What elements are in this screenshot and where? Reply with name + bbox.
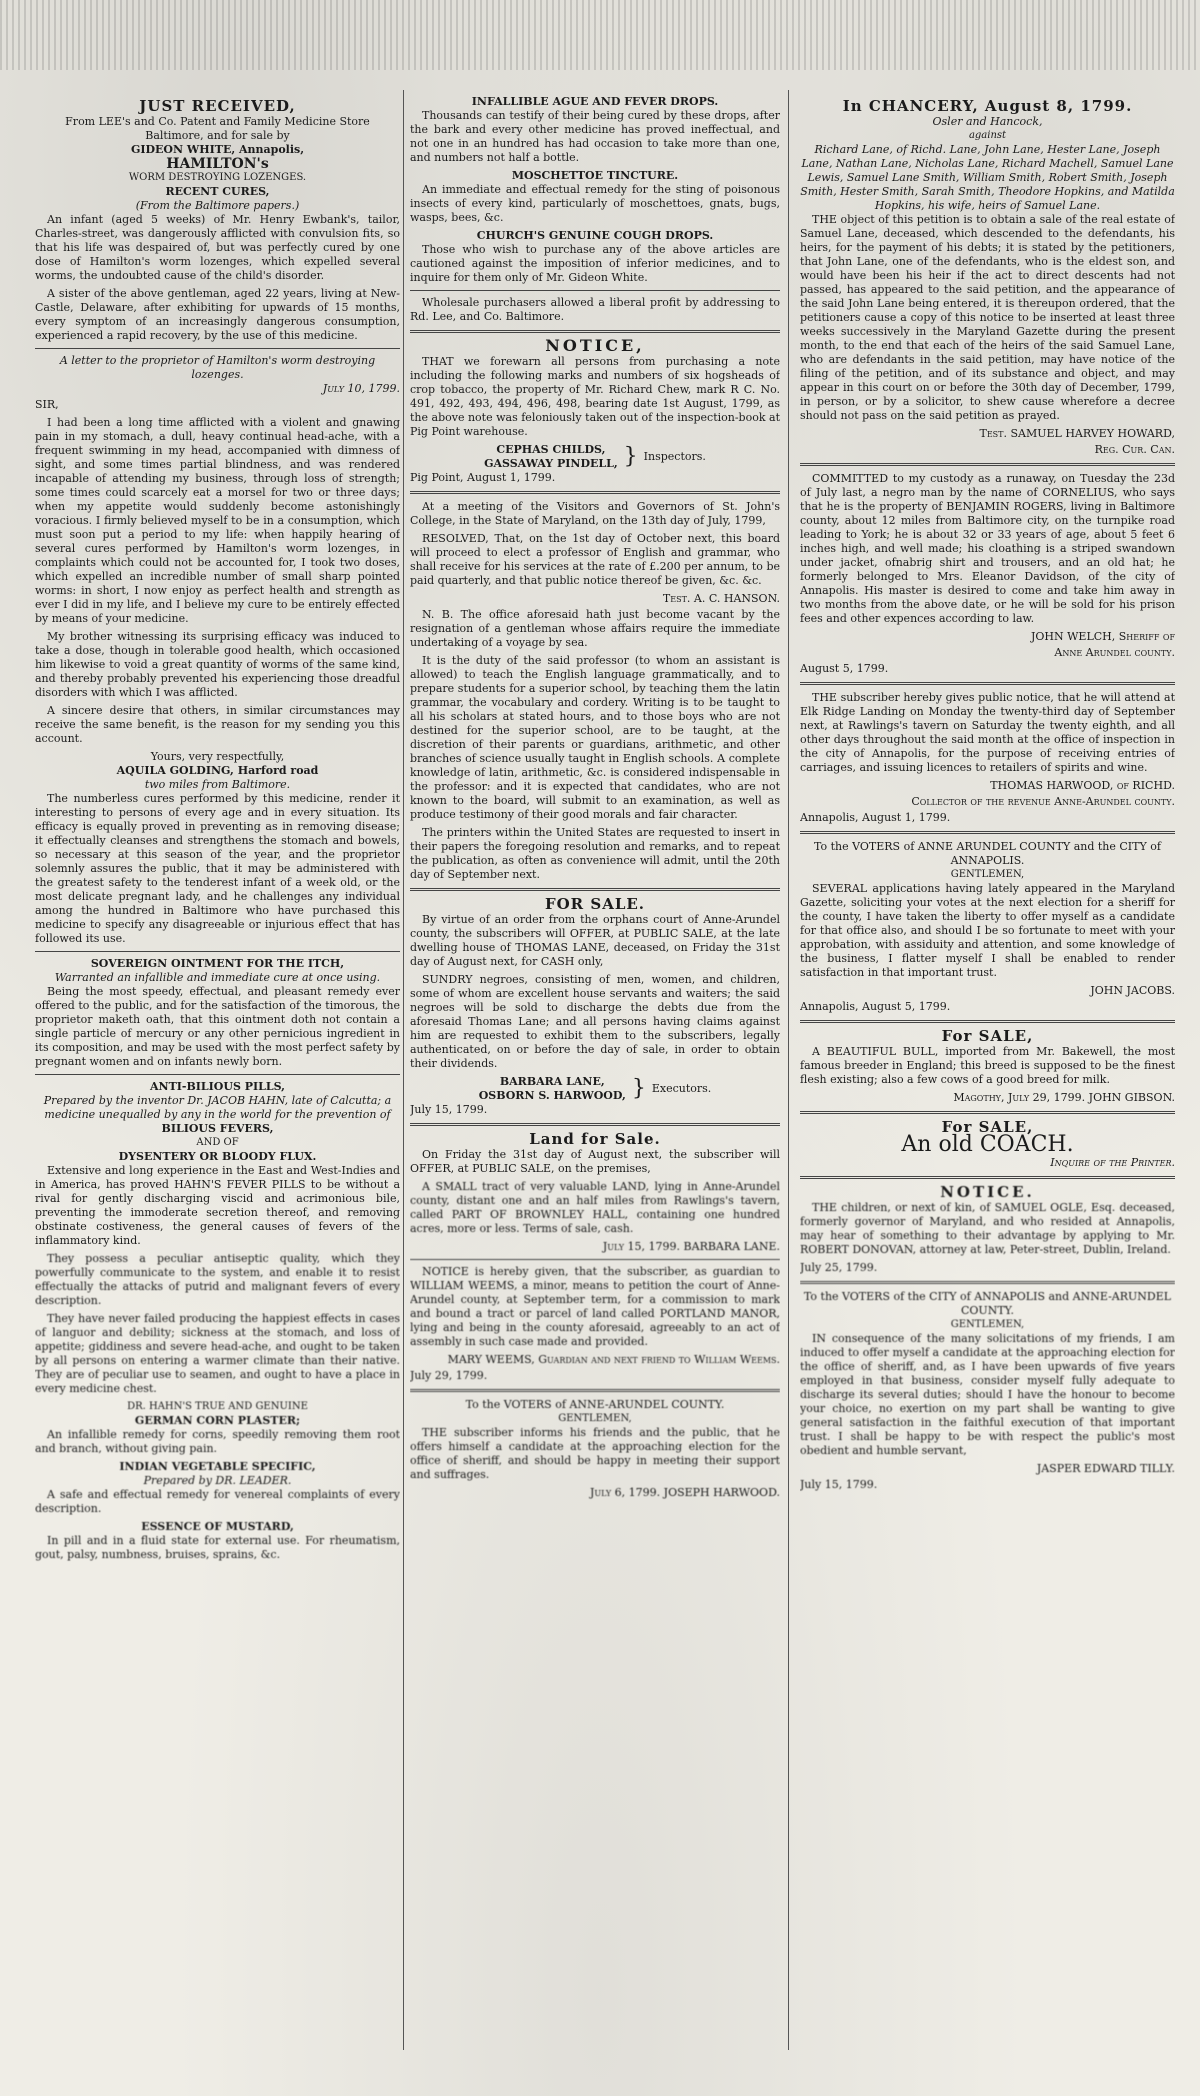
paragraph: THE object of this petition is to obtain a sale of the real estate of Samuel Lane, deceased, which descended to the defendants, his heirs, for the payment of his debts; it is stated by the petitioners, that John Lane, one of the defendants, who is the eldest son, and would have been his heir if the act to direct descents had not passed, has appeared to the said petition, and the appearance of the said John Lane being entered, it is thereupon ordered, that the petitioners cause a copy of this notice to be inserted at least three weeks successively in the Maryland Gazette during the present month, to the end that each of the heirs of the said Samuel Lane, who are defendants in the said petition, may have notice of the filing of the petition, and of its substance and object, and may appear in this court on or before the 30th day of December, 1799, in person, or by a solicitor, to shew cause wherefore a decree should not pass on the said petition as prayed. (800, 213, 1175, 422)
salutation: SIR, (35, 398, 59, 411)
voters-heading: To the VOTERS of ANNE-ARUNDEL COUNTY. (465, 1398, 725, 1411)
pills-dysentery: DYSENTERY OR BLOODY FLUX. (118, 1150, 317, 1163)
heading-for-sale: FOR SALE. (544, 895, 646, 913)
dateline: July 15, 1799. (800, 1478, 878, 1491)
paragraph: The numberless cures performed by this medicine, render it interesting to persons of every age and in every situation. Its efficacy is equally proved in preventing as in removing disease; it effectually cleanses and strengthens the stomach and bowels, so necessary at this season of the year, and the proprietor solemnly assures the public, that it may be administered with the greatest safety to the tenderest infant of a week old, or the most delicate pregnant lady, and he challenges any individual among the hundred in Baltimore who have purchased this medicine to specify any disagreeable or injurious effect that has followed its use. (35, 792, 400, 945)
paragraph: At a meeting of the Visitors and Governors of St. John's College, in the State of Maryland, on the 13th day of July, 1799, (410, 500, 780, 527)
gentlemen: GENTLEMEN, (558, 1413, 632, 1424)
mustard-heading: ESSENCE OF MUSTARD, (141, 1520, 294, 1533)
product-subtitle: WORM DESTROYING LOZENGES. (128, 172, 307, 183)
paragraph: Those who wish to purchase any of the above articles are cautioned against the imposition of inferior medicines, and to inquire for them only of Mr. Gideon White. (410, 243, 780, 284)
paragraph: My brother witnessing its surprising efficacy was induced to take a dose, though in tolerable good health, which occasioned him likewise to void a great quantity of worms of the same kind, and thereby probably prevented his experiencing those dreadful disorders with which I was afflicted. (35, 630, 400, 699)
divider (35, 951, 400, 952)
signature-title: Collector of the revenue Anne-Arundel county. (911, 795, 1175, 808)
signature-location: two miles from Baltimore. (144, 778, 291, 791)
dateline: Annapolis, August 1, 1799. (800, 811, 951, 824)
paragraph: They possess a peculiar antiseptic quality, which they powerfully communicate to the system, and enable it to resist effectually the attacks of putrid and malignant fevers of every description. (35, 1252, 400, 1307)
signature: Magothy, July 29, 1799. JOHN GIBSON. (953, 1091, 1175, 1104)
heading-for-sale-bull: For SALE, (941, 1027, 1034, 1045)
paragraph: I had been a long time afflicted with a violent and gnawing pain in my stomach, a dull, heavy continual head-ache, with a frequent swimming in my head, accompanied with dimness of sight, and some times partial blindness, and was rendered incapable of attending my business, through loss of strength; some times could scarcely eat a morsel for two or three days; when my appetite would suddenly become astonishingly voracious. I firmly believed myself to be in a consumption, which must soon put a period to my life: when happily hearing of several cures performed by Hamilton's worm lozenges, in complaints which could not be accounted for, I took two doses, which expelled an incredible number of small sharp pointed worms: in short, I now enjoy as perfect health and strength as ever I did in my life, and I believe my cure to be entirely effected by means of your medicine. (35, 416, 400, 625)
paragraph: On Friday the 31st day of August next, the subscriber will OFFER, at PUBLIC SALE, on the premises, (410, 1148, 780, 1175)
heading-pills: ANTI-BILIOUS PILLS, (149, 1080, 286, 1093)
case-defendants: Richard Lane, of Richd. Lane, John Lane, Hester Lane, Joseph Lane, Nathan Lane, Nicholas Lane, Richard Machell, Samuel Lane Lewis, Samuel Lane Smith, William Smith, Robert Smith, Joseph Smith, Hester Smith, Sarah Smith, Theodore Hopkins, and Matilda Hopkins, his wife, heirs of Samuel Lane. (800, 143, 1175, 212)
test-title: Reg. Cur. Can. (1094, 443, 1175, 456)
inspector-1: CEPHAS CHILDS, (496, 443, 606, 456)
paragraph: SEVERAL applications having lately appeared in the Maryland Gazette, soliciting your votes at the next election for a sheriff for the county, I have taken the liberty to offer myself as a candidate for that office also, and should I be so fortunate to meet with your approbation, with assiduity and attention, and some knowledge of the business, I flatter myself I shall be enabled to render satisfaction in that important trust. (800, 882, 1175, 979)
store-line: From LEE's and Co. Patent and Family Medicine Store Baltimore, and for sale by (65, 115, 370, 142)
divider (800, 1111, 1175, 1114)
signature-title: Anne Arundel county. (1054, 646, 1175, 659)
paragraph: A sister of the above gentleman, aged 22 years, living at New-Castle, Delaware, after exhibiting for upwards of 15 months, every symptom of an increasingly dangerous consumption, experienced a rapid recovery, by the use of this medicine. (35, 287, 400, 342)
executor-2: OSBORN S. HARWOOD, (478, 1089, 626, 1102)
letter-date: July 10, 1799. (322, 382, 400, 395)
divider (800, 1176, 1175, 1179)
signature: MARY WEEMS, Guardian and next friend to William Weems. (447, 1353, 780, 1366)
column-rule (403, 90, 404, 2050)
case-against: against (968, 130, 1007, 141)
ointment-subtitle: Warranted an infallible and immediate cure at once using. (54, 971, 381, 984)
signature: JOHN WELCH, Sheriff of (1030, 630, 1175, 643)
column-3 (800, 95, 1175, 2065)
paragraph: A safe and effectual remedy for venereal complaints of every description. (35, 1488, 400, 1515)
paragraph: NOTICE is hereby given, that the subscriber, as guardian to WILLIAM WEEMS, a minor, means to petition the court of Anne-Arundel county, at September term, for a commission to mark and bound a tract or parcel of land called PORTLAND MANOR, lying and being in the county aforesaid, agreeably to an act of assembly in such case made and provided. (410, 1265, 780, 1348)
coach-inquire: Inquire of the Printer. (1050, 1156, 1175, 1169)
paragraph: Extensive and long experience in the East and West-Indies and in America, has proved HAHN'S FEVER PILLS to be without a rival for gently discharging viscid and acrimonious bile, preventing the immoderate secretion thereof, and removing obstinate costiveness, the general causes of fevers of the inflammatory kind. (35, 1164, 400, 1247)
test-signature: Test. A. C. HANSON. (662, 592, 780, 605)
heading-cough-drops: CHURCH'S GENUINE COUGH DROPS. (476, 229, 714, 242)
heading-recent-cures: RECENT CURES, (165, 185, 270, 198)
paragraph: SUNDRY negroes, consisting of men, women, and children, some of whom are excellent house servants and waiters; the said negroes will be sold to discharge the debts due from the aforesaid Thomas Lane; and all persons having claims against him are requested to exhibit them to the subscribers, legally authenticated, on or before the day of sale, in order to obtain their dividends. (410, 973, 780, 1070)
letter-title: A letter to the proprietor of Hamilton's worm destroying lozenges. (59, 354, 376, 381)
signature: AQUILA GOLDING, Harford road (116, 764, 319, 777)
paragraph: A sincere desire that others, in similar circumstances may receive the same benefit, is the reason for my sending you this account. (35, 704, 400, 745)
heading-notice-ogle: NOTICE. (940, 1183, 1035, 1201)
column-2: INFALLIBLE AGUE AND FEVER DROPS. Thousands can testify of their being cured by these drops, after the bark and every other medicine has proved ineffectual, and not one in an hundred has had occasion to take more than one, and numbers not half a bottle. MOSCHETTOE TINCTURE. An immediate and effectual remedy for the sting of poisonous insects of every kind, particularly of moschettoes, gnats, bugs, wasps, bees, &c. CHURCH'S GENUINE COUGH DROPS. Those who wish to purchase any of the above articles are cautioned against the imposition of inferior medicines, and to inquire for them only of Mr. Gideon White. Wholesale purchasers allowed a liberal profit by addressing to Rd. Lee, and Co. Baltimore. NOTICE, THAT we forewarn all persons from purchasing a note including the following marks and numbers of six hogsheads of crop tobacco, the property of Mr. Richard Chew, mark R C. No. 491, 492, 493, 494, 496, 498, bearing date 1st August, 1799, as the above note was feloniously taken out of the inspection-book at Pig Point warehouse. CEPHAS CHILDS, GASSAWAY PINDELL, } Inspectors. Pig Point, August 1, 1799. At a meeting of the Visitors and Governors of St. John's College, in the State of Maryland, on the 13th day of July, 1799, RESOLVED, That, on the 1st day of October next, this board will proceed to elect a professor of English and grammar, who shall receive for his services at the rate of £.200 per annum, to be paid quarterly, and that public notice thereof be given, &c. &c. Test. A. C. HANSON. N. B. The office aforesaid hath just become vacant by the resignation of a gentleman whose affairs require the immediate undertaking of a voyage by sea. It is the duty of the said professor (to whom an assistant is allowed) to teach the English language grammatically, and to prepare students for a superior school, by teaching them the latin grammar, the vocabulary and cordery. Writing is to be taught to all his scholars at stated hours, and to those boys who are not destined for the superior school, are to be taught, at the discretion of their parents or guardians, arithmetic, and other branches of science usually taught in English schools. A complete knowledge of latin, arithmetic, &c. is considered indispensable in the professor: and it is expected that candidates, who are not known to the board, will submit to an examination, as well as produce testimony of their good morals and fair character. The printers within the United States are requested to insert in their papers the foregoing resolution and remarks, and to repeat the publication, as often as convenience will admit, until the 20th day of September next. FOR SALE. By virtue of an order from the orphans court of Anne-Arundel county, the subscribers will OFFER, at PUBLIC SALE, at the late dwelling house of THOMAS LANE, deceased, on Friday the 31st day of August next, for CASH only, SUNDRY negroes, consisting of men, women, and children, some of whom are excellent house servants and waiters; the said negroes will be sold to discharge the debts due from the aforesaid Thomas Lane; and all persons having claims against him are requested to exhibit them to the subscribers, legally authenticated, on or before the day of sale, in order to obtain their dividends. BARBARA LANE, OSBORN S. HARWOOD, } Executors. July 15, 1799. Land for Sale. On Friday the 31st day of August next, the subscriber will OFFER, at PUBLIC SALE, on the premises, A SMALL tract of very valuable LAND, lying in Anne-Arundel county, distant one and an half miles from Rawlings's tavern, called PART OF BROWNLEY HALL, containing one hundred acres, more or less. Terms of sale, cash. July 15, 1799. BARBARA LANE. NOTICE is hereby given, that the subscriber, as guardian to WILLIAM WEEMS, a minor, means to petition the court of Anne-Arundel county, at September term, for a commission to mark and bound a tract or parcel of land called PORTLAND MANOR, lying and being in the county aforesaid, agreeably to an act of assembly in such case made and provided. MARY WEEMS, Guardian and next friend to William Weems. July 29, 1799. To the VOTERS of ANNE-ARUNDEL COUNTY. GENTLEMEN, THE subscriber informs his friends and the public, that he offers himself a candidate at the approaching election for the office of sheriff, and should be happy in meeting their support and suffrages. July 6, 1799. JOSEPH HARWOOD. (410, 95, 780, 1499)
gentlemen: GENTLEMEN, (950, 1319, 1025, 1330)
paragraph: RESOLVED, That, on the 1st day of October next, this board will proceed to elect a professor of English and grammar, who shall receive for his services at the rate of £.200 per annum, to be paid quarterly, and that public notice thereof be given, &c. &c. (410, 532, 780, 587)
dateline: July 15, 1799. (410, 1103, 488, 1116)
pills-subtitle: Prepared by the inventor Dr. JACOB HAHN, late of Calcutta; a medicine unequalled by any in the world for the prevention of (43, 1094, 392, 1121)
paragraph: A BEAUTIFUL BULL, imported from Mr. Bakewell, the most famous breeder in England; this breed is supposed to be the finest flesh existing; also a few cows of a good breed for milk. (800, 1045, 1175, 1086)
heading-ague-drops: INFALLIBLE AGUE AND FEVER DROPS. (471, 95, 719, 108)
divider (410, 290, 780, 291)
divider (410, 330, 780, 333)
dateline: August 5, 1799. (800, 662, 889, 675)
closing: Yours, very respectfully, (150, 750, 285, 763)
corn-plaster-heading: GERMAN CORN PLASTER; (134, 1414, 301, 1427)
heading-ointment: SOVEREIGN OINTMENT FOR THE ITCH, (90, 957, 345, 970)
paragraph: In pill and in a fluid state for external use. For rheumatism, gout, palsy, numbness, bruises, sprains, &c. (35, 1534, 400, 1561)
dateline: July 29, 1799. (410, 1369, 488, 1382)
inspector-2: GASSAWAY PINDELL, (484, 457, 618, 470)
dateline: Pig Point, August 1, 1799. (410, 471, 556, 484)
heading-chancery: In CHANCERY, August 8, 1799. (842, 97, 1133, 115)
indian-specific-heading: INDIAN VEGETABLE SPECIFIC, (119, 1460, 316, 1473)
paragraph: An infant (aged 5 weeks) of Mr. Henry Ewbank's, tailor, Charles-street, was dangerously afflicted with convulsion fits, so that his life was despaired of, but was perfectly cured by one dose of Hamilton's worm lozenges, which expelled several worms, the undoubted cause of the child's disorder. (35, 213, 400, 282)
divider (800, 831, 1175, 834)
executor-1: BARBARA LANE, (499, 1075, 605, 1088)
signature: JASPER EDWARD TILLY. (1036, 1462, 1175, 1475)
divider (800, 1281, 1175, 1284)
divider (410, 1259, 780, 1260)
paragraph: An immediate and effectual remedy for the sting of poisonous insects of every kind, particularly of moschettoes, gnats, bugs, wasps, bees, &c. (410, 183, 780, 224)
gentlemen: GENTLEMEN, (950, 869, 1025, 880)
inspectors-label: Inspectors. (643, 450, 706, 463)
paragraph: Being the most speedy, effectual, and pleasant remedy ever offered to the public, and for the satisfaction of the timorous, the proprietor maketh oath, that this ointment doth not contain a single particle of mercury or any other pernicious ingredient in its composition, and may be used with the most perfect safety by pregnant women and on infants newly born. (35, 985, 400, 1068)
column-1 (35, 95, 400, 2035)
indian-specific-maker: Prepared by DR. LEADER. (143, 1474, 292, 1487)
paragraph: They have never failed producing the happiest effects in cases of languor and debility; sickness at the stomach, and loss of appetite; giddiness and severe head-ache, and ought to be taken by all persons on entering a warmer climate than their native. They are of peculiar use to seamen, and ought to have a place in every medicine chest. (35, 1312, 400, 1395)
divider (410, 1389, 780, 1392)
heading-land-sale: Land for Sale. (529, 1130, 661, 1148)
paragraph: THE subscriber hereby gives public notice, that he will attend at Elk Ridge Landing on Monday the twenty-third day of September next, at Rawlings's tavern on Saturday the twenty eighth, and all other days throughout the said month at the office of inspection in the city of Annapolis, for the purpose of receiving entries of carriages, and issuing licences to retailers of spirits and wine. (800, 691, 1175, 774)
voters-heading: To the VOTERS of the CITY of ANNAPOLIS and ANNE-ARUNDEL COUNTY. (803, 1290, 1172, 1317)
divider (35, 1074, 400, 1075)
paragraph: The printers within the United States are requested to insert in their papers the foregoing resolution and remarks, and to repeat the publication, as often as convenience will admit, until the 20th day of September next. (410, 826, 780, 881)
paragraph: N. B. The office aforesaid hath just become vacant by the resignation of a gentleman whose affairs require the immediate undertaking of a voyage by sea. (410, 608, 780, 649)
divider (800, 682, 1175, 685)
coach-title: An old COACH. (901, 1132, 1074, 1157)
corn-plaster-title: DR. HAHN'S TRUE AND GENUINE (127, 1401, 308, 1412)
voters-heading: To the VOTERS of ANNE ARUNDEL COUNTY and the CITY of ANNAPOLIS. (814, 840, 1161, 867)
signature: THOMAS HARWOOD, of RICHD. (990, 779, 1175, 792)
seller-name: GIDEON WHITE, Annapolis, (130, 143, 305, 156)
paragraph: It is the duty of the said professor (to whom an assistant is allowed) to teach the English language grammatically, and to prepare students for a superior school, by teaching them the latin grammar, the vocabulary and cordery. Writing is to be taught to all his scholars at stated hours, and to those boys who are not destined for the superior school, are to be taught, at the discretion of their parents or guardians, arithmetic, and other branches of science usually taught in English schools. A complete knowledge of latin, arithmetic, &c. is considered indispensable in the professor: and it is expected that candidates, who are not known to the board, will submit to an examination, as well as produce testimony of their good morals and fair character. (410, 654, 780, 821)
paragraph: THAT we forewarn all persons from purchasing a note including the following marks and numbers of six hogsheads of crop tobacco, the property of Mr. Richard Chew, mark R C. No. 491, 492, 493, 494, 496, 498, bearing date 1st August, 1799, as the above note was feloniously taken out of the inspection-book at Pig Point warehouse. (410, 355, 780, 438)
heading-just-received: JUST RECEIVED, (139, 97, 296, 115)
paragraph: An infallible remedy for corns, speedily removing them root and branch, without giving pain. (35, 1428, 400, 1455)
signature: July 6, 1799. JOSEPH HARWOOD. (589, 1486, 780, 1499)
divider (410, 888, 780, 891)
executors-label: Executors. (651, 1082, 712, 1095)
product-name: HAMILTON's (166, 156, 269, 172)
heading-for-sale-coach: For SALE, (941, 1118, 1034, 1136)
dateline: Annapolis, August 5, 1799. (800, 1000, 951, 1013)
column-rule (788, 90, 789, 2050)
paragraph: IN consequence of the many solicitations of my friends, I am induced to offer myself a candidate at the approaching election for the office of sheriff, and, as I have been upwards of five years employed in that business, consider myself fully adequate to discharge its several duties; should I have the honour to become your choice, no exertion on my part shall be wanting to give general satisfaction in the faithful execution of that important trust. I shall be happy to be with respect the public's most obedient and humble servant, (800, 1332, 1175, 1457)
divider (35, 348, 400, 349)
divider (410, 1123, 780, 1126)
divider (410, 491, 780, 494)
test-signature: Test. SAMUEL HARVEY HOWARD, (979, 427, 1175, 440)
divider (800, 1020, 1175, 1023)
signature: July 15, 1799. BARBARA LANE. (602, 1240, 780, 1253)
case-plaintiffs: Osler and Hancock, (932, 115, 1043, 128)
signature: JOHN JACOBS. (1090, 984, 1175, 997)
paragraph: A SMALL tract of very valuable LAND, lying in Anne-Arundel county, distant one and an half miles from Rawlings's tavern, called PART OF BROWNLEY HALL, containing one hundred acres, more or less. Terms of sale, cash. (410, 1180, 780, 1235)
paragraph: Wholesale purchasers allowed a liberal profit by addressing to Rd. Lee, and Co. Baltimore. (410, 296, 780, 323)
dateline: July 25, 1799. (800, 1261, 878, 1274)
paragraph: By virtue of an order from the orphans court of Anne-Arundel county, the subscribers will OFFER, at PUBLIC SALE, at the late dwelling house of THOMAS LANE, deceased, on Friday the 31st day of August next, for CASH only, (410, 913, 780, 968)
scan-edge (0, 0, 1200, 70)
pills-fevers: BILIOUS FEVERS, (161, 1122, 274, 1135)
paragraph: Thousands can testify of their being cured by these drops, after the bark and every other medicine has proved ineffectual, and not one in an hundred has had occasion to take more than one, and numbers not half a bottle. (410, 109, 780, 164)
pills-and-of: AND OF (196, 1137, 239, 1148)
heading-notice: NOTICE, (545, 336, 645, 355)
paragraph: COMMITTED to my custody as a runaway, on Tuesday the 23d of July last, a negro man by the name of CORNELIUS, who says that he is the property of BENJAMIN ROGERS, living in Baltimore county, about 12 miles from Baltimore city, on the turnpike road leading to York; he is about 32 or 33 years of age, about 5 feet 6 inches high, and well made; his cloathing is a striped swandown under jacket, ofnabrig shirt and trousers, and an old hat; he formerly belonged to Mrs. Eleanor Davidson, of the city of Annapolis. His master is desired to come and take him away in two months from the above date, or he will be sold for his prison fees and other expences according to law. (800, 472, 1175, 625)
heading-moschettoe: MOSCHETTOE TINCTURE. (511, 169, 679, 182)
source-note: (From the Baltimore papers.) (135, 199, 300, 212)
paragraph: THE subscriber informs his friends and the public, that he offers himself a candidate at the approaching election for the office of sheriff, and should be happy in meeting their support and suffrages. (410, 1426, 780, 1481)
paragraph: THE children, or next of kin, of SAMUEL OGLE, Esq. deceased, formerly governor of Maryland, and who resided at Annapolis, may hear of something to their advantage by applying to Mr. ROBERT DONOVAN, attorney at law, Peter-street, Dublin, Ireland. (800, 1201, 1175, 1256)
divider (800, 463, 1175, 466)
